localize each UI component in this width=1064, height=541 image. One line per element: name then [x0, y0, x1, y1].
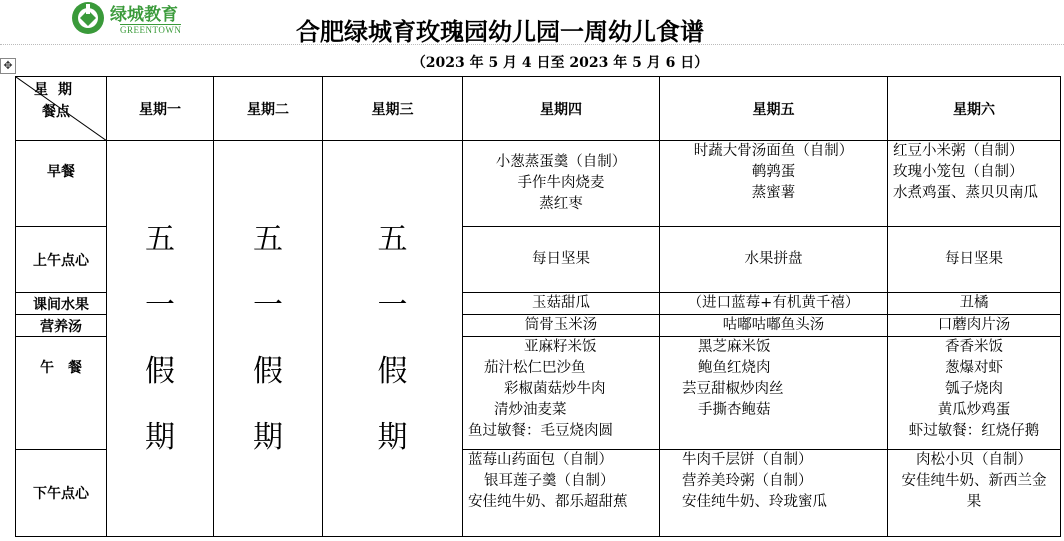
menu-item: 营养美玲粥（自制）: [682, 473, 813, 489]
thu-soup: [463, 315, 660, 337]
menu-item: 玫瑰小笼包（自制）: [893, 164, 1024, 180]
corner-label-meal: 餐点: [42, 104, 70, 120]
fri-breakfast: [660, 141, 888, 227]
holiday-tue: [214, 141, 323, 537]
menu-item: 安佳纯牛奶、新西兰金: [901, 473, 1047, 489]
holiday-char: 假: [253, 353, 283, 389]
weekly-menu-table: [15, 76, 1061, 537]
menu-item: 安佳纯牛奶、玲珑蜜瓜: [682, 494, 827, 510]
menu-item: 时蔬大骨汤面鱼（自制）: [693, 143, 854, 159]
holiday-char: 五: [145, 221, 175, 257]
thu-lunch: [463, 337, 660, 450]
menu-item: 虾过敏餐：红烧仔鹅: [908, 423, 1040, 439]
menu-item: 筒骨玉米汤: [524, 317, 598, 333]
holiday-char: 期: [145, 419, 175, 455]
thu-afternoon-snack: [463, 450, 660, 537]
menu-item: 鹌鹑蛋: [751, 164, 796, 180]
sat-fruit: [888, 293, 1061, 315]
thu-fruit: [463, 293, 660, 315]
thu-breakfast: [463, 141, 660, 227]
menu-item: （进口蓝莓+有机黄千禧）: [687, 295, 860, 311]
menu-item: 手作牛肉烧麦: [517, 175, 605, 191]
meal-label-breakfast: 早餐: [16, 141, 107, 227]
sat-soup: [888, 315, 1061, 337]
holiday-mon: [107, 141, 214, 537]
day-header-mon: 星期一: [107, 77, 214, 141]
menu-item: 红豆小米粥（自制）: [893, 143, 1024, 159]
menu-item: 蓝莓山药面包（自制）: [468, 452, 613, 468]
menu-item: 亚麻籽米饭: [524, 339, 597, 355]
menu-item: 鱼过敏餐：毛豆烧肉圆: [468, 423, 613, 439]
menu-item: 每日坚果: [532, 251, 590, 267]
fri-lunch: [660, 337, 888, 450]
page-title: 合肥绿城育玫瑰园幼儿园一周幼儿食谱: [296, 17, 704, 46]
menu-item: 彩椒菌菇炒牛肉: [504, 381, 606, 397]
sat-breakfast: [888, 141, 1061, 227]
corner-cell: [16, 77, 107, 141]
menu-item: 茄汁松仁巴沙鱼: [484, 360, 586, 376]
holiday-char: 五: [253, 221, 283, 257]
menu-item: 芸豆甜椒炒肉丝: [682, 381, 784, 397]
menu-item: 蒸蜜薯: [751, 185, 796, 201]
menu-item: 银耳莲子羹（自制）: [484, 473, 615, 489]
day-header-tue: 星期二: [214, 77, 323, 141]
holiday-char: 一: [253, 287, 283, 323]
holiday-char: 一: [377, 287, 408, 323]
menu-item: 香香米饭: [945, 339, 1003, 355]
holiday-char: 假: [377, 353, 408, 389]
sat-morning-snack: [888, 227, 1061, 293]
meal-label-afternoon-snack: 下午点心: [16, 450, 107, 537]
menu-item: 鲍鱼红烧肉: [698, 360, 771, 376]
meal-label-soup: 营养汤: [16, 315, 107, 337]
fri-soup: [660, 315, 888, 337]
menu-item: 黑芝麻米饭: [698, 339, 771, 355]
menu-item: 手撕杏鲍菇: [698, 402, 771, 418]
menu-item: 葱爆对虾: [945, 360, 1003, 376]
thu-morning-snack: [463, 227, 660, 293]
menu-item: 安佳纯牛奶、都乐超甜蕉: [468, 494, 628, 510]
meal-label-morning-snack: 上午点心: [16, 227, 107, 293]
menu-item: 蒸红枣: [539, 196, 583, 212]
menu-item: 咕嘟咕嘟鱼头汤: [722, 317, 825, 333]
header-row: [16, 77, 1061, 141]
holiday-char: 期: [377, 419, 408, 455]
sat-lunch: [888, 337, 1061, 450]
day-header-wed: 星期三: [323, 77, 463, 141]
date-range: （2023 年 5 月 4 日至 2023 年 5 月 6 日）: [411, 55, 709, 71]
fri-fruit: [660, 293, 888, 315]
fri-morning-snack: [660, 227, 888, 293]
corner-label-weekday: 星期: [34, 82, 82, 98]
logo-name-cn: 绿城教育: [110, 5, 178, 25]
header-divider: [0, 44, 1064, 45]
menu-item: 口蘑肉片汤: [937, 317, 1011, 333]
menu-item: 水果拼盘: [744, 251, 803, 267]
menu-item: 丑橘: [959, 295, 989, 311]
meal-label-fruit: 课间水果: [16, 293, 107, 315]
day-header-sat: 星期六: [888, 77, 1061, 141]
meal-label-lunch: 午 餐: [16, 337, 107, 450]
logo-name-en: GREENTOWN: [120, 25, 182, 35]
menu-item: 肉松小贝（自制）: [916, 452, 1032, 468]
holiday-char: 期: [253, 419, 283, 455]
holiday-char: 假: [145, 353, 175, 389]
menu-item: 清炒油麦菜: [494, 402, 567, 418]
menu-item: 水煮鸡蛋、蒸贝贝南瓜: [893, 185, 1038, 201]
holiday-char: 五: [377, 221, 408, 257]
breakfast-row: [16, 141, 1061, 227]
table-move-handle-icon[interactable]: ✥: [0, 58, 16, 74]
menu-item: 牛肉千层饼（自制）: [682, 452, 813, 468]
menu-item: 瓠子烧肉: [945, 381, 1003, 397]
sat-afternoon-snack: [888, 450, 1061, 537]
menu-item: 每日坚果: [945, 251, 1003, 267]
menu-item: 小葱蒸蛋羹（自制）: [495, 154, 627, 170]
menu-item: 果: [966, 494, 982, 510]
holiday-wed: [323, 141, 463, 537]
day-header-thu: 星期四: [463, 77, 660, 141]
holiday-char: 一: [145, 287, 175, 323]
fri-afternoon-snack: [660, 450, 888, 537]
menu-item: 玉菇甜瓜: [532, 295, 590, 311]
day-header-fri: 星期五: [660, 77, 888, 141]
menu-item: 黄瓜炒鸡蛋: [937, 402, 1011, 418]
